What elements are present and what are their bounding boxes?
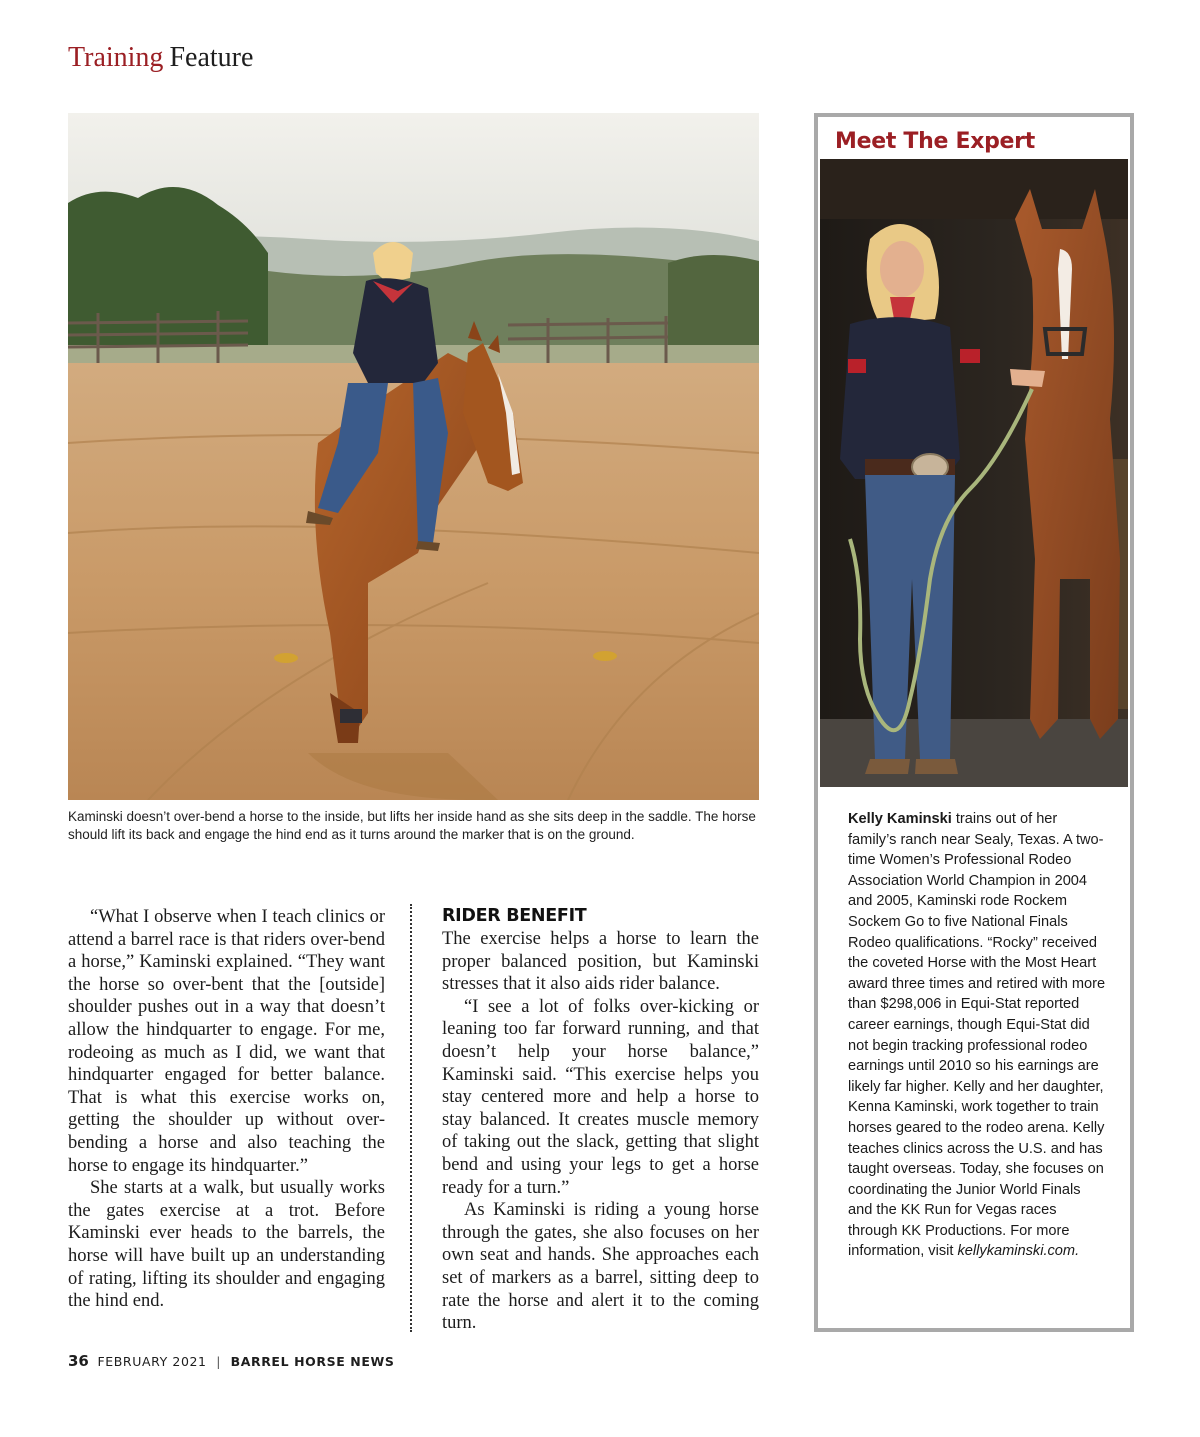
- article-paragraph: She starts at a walk, but usually works the gates exercise at a trot. Before Kaminski ever heads to the barrels, the horse will have built up an understanding of rating, lifting its shoulder and engaging the hind end.: [68, 1178, 385, 1312]
- meet-the-expert-sidebar: [814, 113, 1134, 1332]
- section-word-training: Training: [68, 42, 164, 73]
- article-paragraph: “I see a lot of folks over-kicking or leaning too far forward running, and that doesn’t help your horse balance,” Kaminski said. “This exercise helps you stay centered more and help a horse to stay balanced. It creates muscle memory of taking out the slack, getting that slight bend and using your legs to get a horse ready for a turn.”: [442, 996, 759, 1198]
- expert-website-link[interactable]: kellykaminski.com.: [957, 1243, 1080, 1260]
- article-column-right: [442, 904, 759, 1335]
- section-word-feature: Feature: [169, 42, 254, 73]
- photo-expert-with-horse-icon: [820, 159, 1128, 787]
- expert-bio-text: trains out of her family’s ranch near Sealy, Texas. A two-time Women’s Professional Rodeo Association World Champion in 2004 and 2005, Kaminski rode Rockem Sockem Go to five National Finals Rodeo qualifications. “Rocky” received the coveted Horse with the Most Heart award three times and retired with more than $298,006 in Equi-Stat reported career earnings, though Equi-Stat did not begin tracking professional rodeo earnings until 2010 so his earnings are likely far higher. Kelly and her daughter, Kenna Kaminski, work together to train horses geared to the rodeo arena. Kelly teaches clinics across the U.S. and has taught overseas. Today, she focuses on coordinating the Junior World Finals and the KK Run for Vegas races through KK Productions. For more information, visit: [848, 811, 1106, 1260]
- page-footer: [68, 1352, 394, 1371]
- expert-bio: [848, 809, 1108, 1262]
- page-number: 36: [68, 1352, 89, 1370]
- sidebar-title: Meet The Expert: [835, 129, 1035, 154]
- section-header: [68, 38, 253, 78]
- sidebar-photo: [820, 159, 1128, 787]
- issue-date: FEBRUARY 2021: [97, 1354, 207, 1369]
- article-paragraph: As Kaminski is riding a young horse through the gates, she also focuses on her own seat and hands. She approaches each set of markers as a barrel, sitting deep to rate the horse and alert it to the coming turn.: [442, 1200, 759, 1334]
- main-photo: [68, 113, 759, 800]
- article-paragraph: The exercise helps a horse to learn the proper balanced position, but Kaminski stresses that it also aids rider balance.: [442, 929, 759, 995]
- footer-separator: |: [216, 1354, 221, 1369]
- column-divider: [410, 904, 412, 1332]
- photo-caption: Kaminski doesn’t over-bend a horse to the inside, but lifts her inside hand as she sits deep in the saddle. The horse should lift its back and engage the hind end as it turns around the marker that is on the ground.: [68, 809, 756, 842]
- expert-name: Kelly Kaminski: [848, 811, 952, 827]
- subhead-rider-benefit: RIDER BENEFIT: [442, 906, 587, 926]
- publication-name: BARREL HORSE NEWS: [230, 1354, 395, 1369]
- photo-rider-on-horse-arena-icon: [68, 113, 759, 800]
- article-paragraph: “What I observe when I teach clinics or attend a barrel race is that riders over-bend a horse,” Kaminski explained. “They want the horse so over-bent that the [outside] shoulder pushes out in a way that doesn’t allow the hindquarter to engage. For me, rodeoing as much as I did, we want that hindquarter engaged for better balance. That is what this exercise works on, getting the shoulder up without over-bending a horse and also teaching the horse to engage its hindquarter.”: [68, 907, 385, 1176]
- article-column-left: [68, 906, 385, 1313]
